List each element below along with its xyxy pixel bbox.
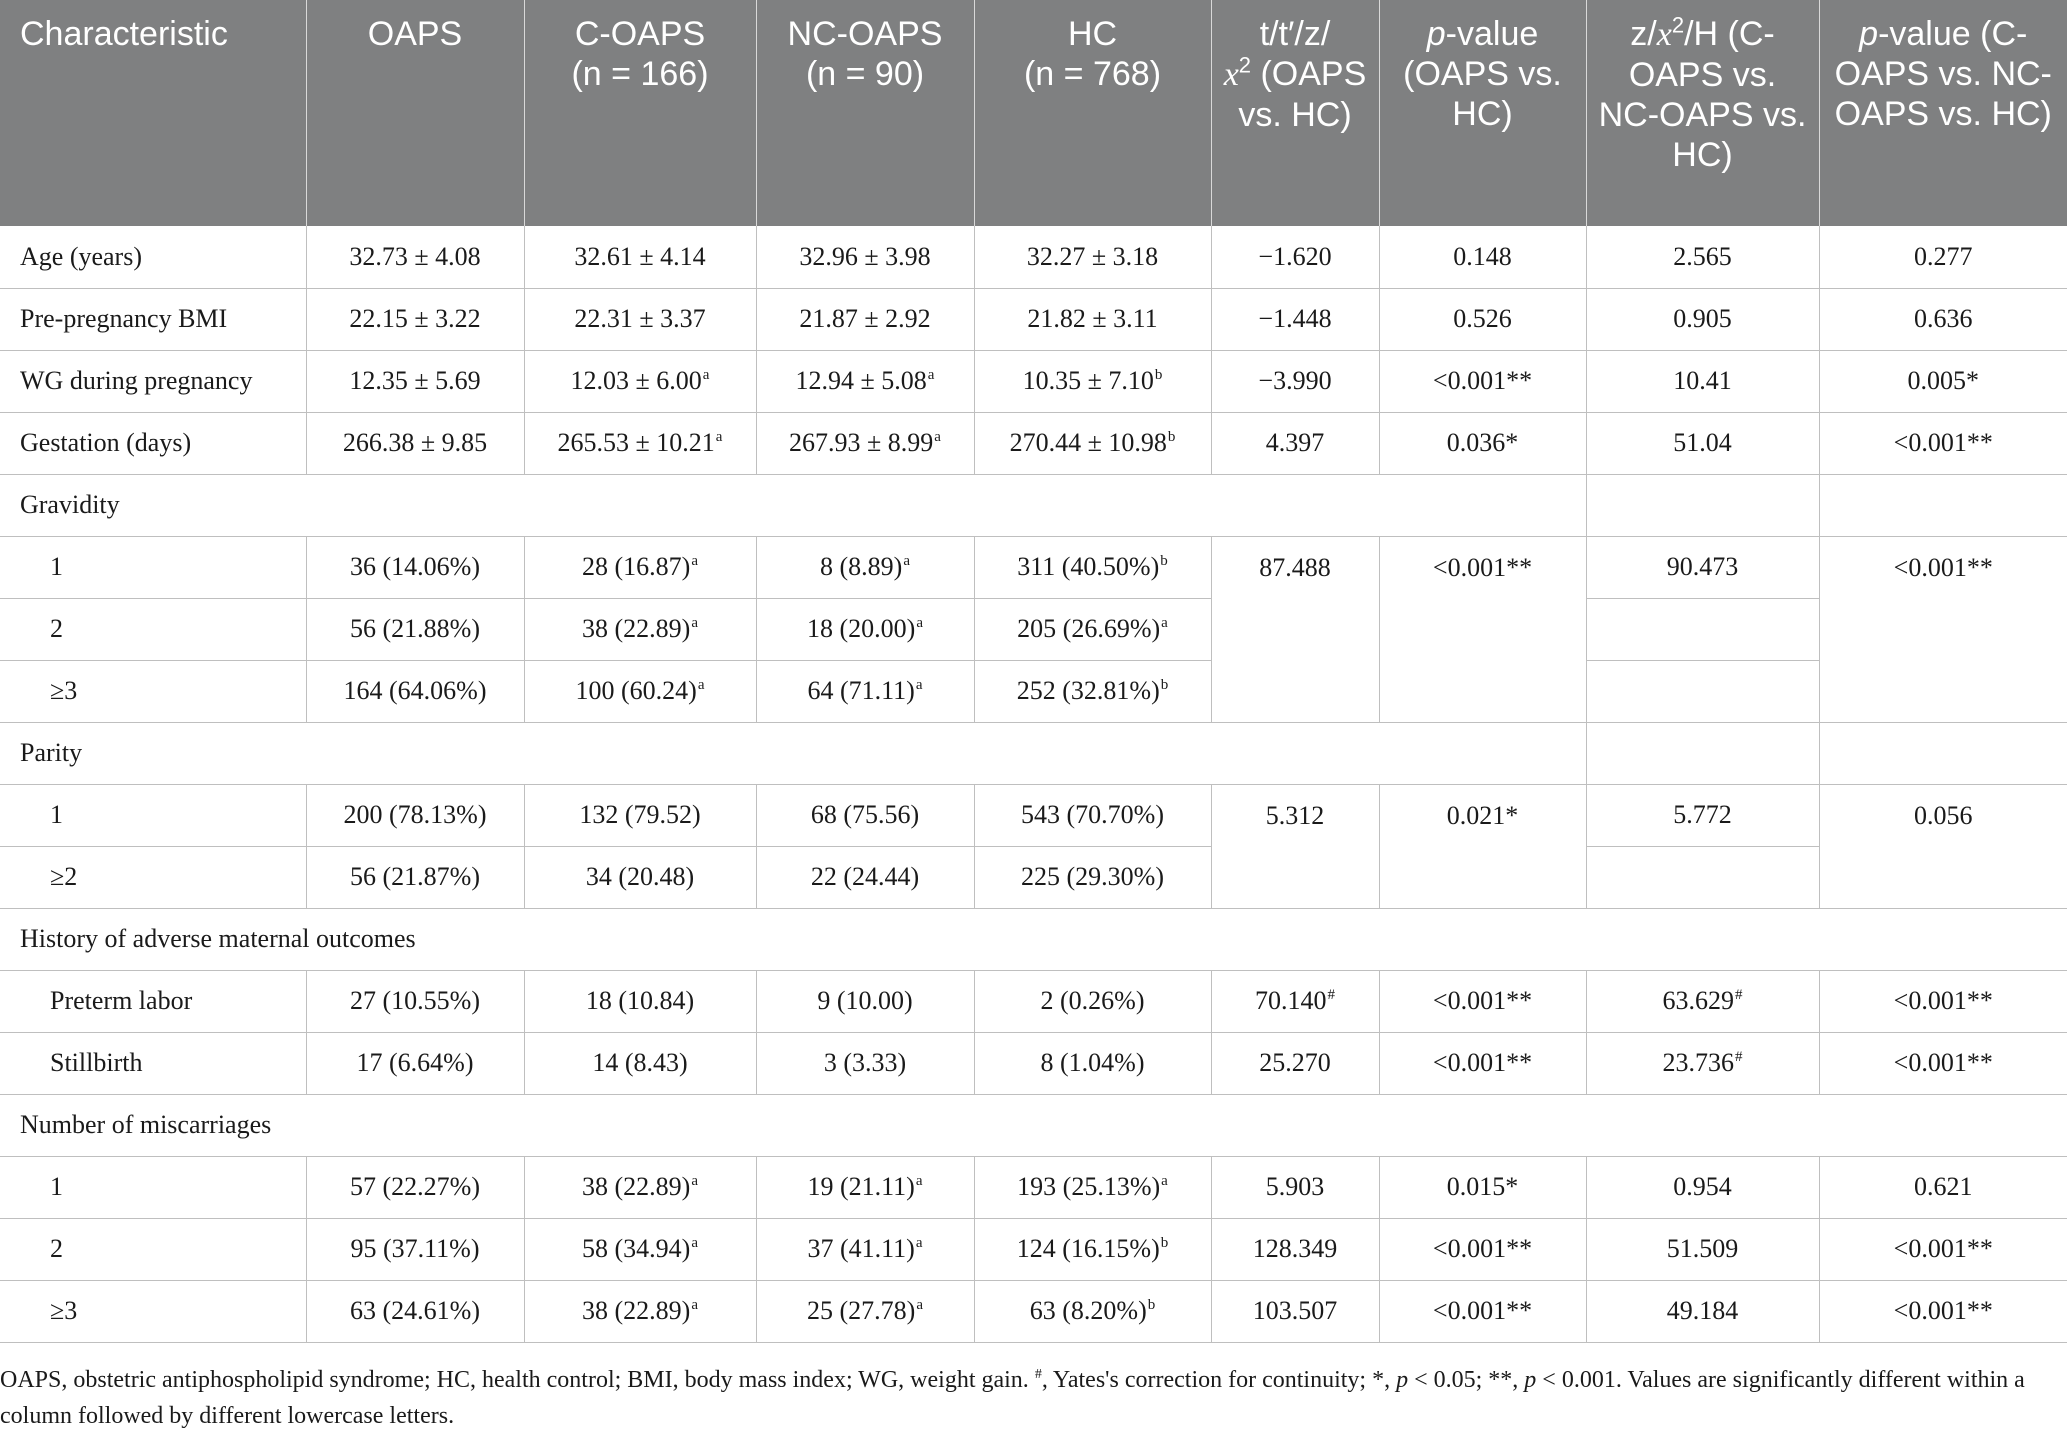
cell-stat1: 103.507 (1211, 1280, 1379, 1342)
cell-coaps: 265.53 ± 10.21$^a$ (524, 412, 756, 474)
cell-stat2: 51.04 (1586, 412, 1819, 474)
cell-p1: <0.001** (1379, 970, 1586, 1032)
cell-ncoaps: 3 (3.33) (756, 1032, 974, 1094)
table-row (0, 970, 2067, 1032)
cell-ncoaps: 64 $(71.11)^a$ (756, 660, 974, 722)
cell-oaps: 56 (21.87%) (306, 846, 524, 908)
table-row (0, 846, 2067, 908)
cell-p2: 0.056 (1819, 784, 2067, 908)
cell-stat1: −1.620 (1211, 226, 1379, 288)
superscript-letter: a (915, 677, 923, 694)
superscript-letter: a (934, 429, 941, 446)
header-characteristic: Characteristic (0, 0, 306, 226)
row-label: ≥2 (0, 846, 306, 908)
cell-oaps: 12.35 ± 5.69 (306, 350, 524, 412)
superscript-letter: a (697, 677, 705, 694)
cell-oaps: 32.73 ± 4.08 (306, 226, 524, 288)
cell-oaps: 57 (22.27%) (306, 1156, 524, 1218)
superscript-letter: a (916, 1297, 923, 1314)
cell-hc: 311 $(40.50\%)^b$ (974, 536, 1211, 598)
cell-p2: <0.001** (1819, 970, 2067, 1032)
table-row (0, 784, 2067, 846)
row-label: 2 (0, 1218, 306, 1280)
table-row (0, 598, 2067, 660)
superscript-letter: a (691, 1235, 698, 1252)
cell-stat2: 0.954 (1586, 1156, 1819, 1218)
cell-p2: 0.621 (1819, 1156, 2067, 1218)
cell-hc: 252 $(32.81\%)^b$ (974, 660, 1211, 722)
cell-stat1: 25.270 (1211, 1032, 1379, 1094)
superscript-letter: b (1160, 677, 1169, 694)
superscript-letter: b (1167, 429, 1176, 446)
table-footnote: OAPS, obstetric antiphospholipid syndrome; HC, health control; BMI, body mass index; WG, weight gain. #, Yates's correction for continuity; *, p < 0.05; **, p < 0.001. Values are significantly different within a column followed by different lowercase letters. (0, 1367, 2025, 1429)
header-ncoaps-n: (n = 90) (805, 55, 925, 93)
cell-p1: 0.021* (1379, 784, 1586, 908)
cell-stat2: 10.41 (1586, 350, 1819, 412)
cell-ncoaps: 19 $(21.11)^a$ (756, 1156, 974, 1218)
cell-coaps: 34 (20.48) (524, 846, 756, 908)
section-label: Number of miscarriages (0, 1094, 2067, 1156)
cell-ncoaps: 32.96 ± 3.98 (756, 226, 974, 288)
cell-p1: 0.015* (1379, 1156, 1586, 1218)
cell-ncoaps: 22 (24.44) (756, 846, 974, 908)
cell-coaps: 28 $(16.87)^a$ (524, 536, 756, 598)
cell-coaps: 132 (79.52) (524, 784, 756, 846)
superscript-letter: b (1147, 1297, 1156, 1314)
row-label: Preterm labor (0, 970, 306, 1032)
table-row (0, 660, 2067, 722)
cell-ncoaps: 8 $(8.89)^a$ (756, 536, 974, 598)
cell-oaps: 63 (24.61%) (306, 1280, 524, 1342)
cell-p2: <0.001** (1819, 1032, 2067, 1094)
cell-p1: <0.001** (1379, 536, 1586, 722)
row-label: Gestation (days) (0, 412, 306, 474)
cell-coaps: 14 (8.43) (524, 1032, 756, 1094)
cell-empty (1819, 474, 2067, 536)
header-hc: HC (n = 768) (974, 0, 1211, 226)
superscript-letter: b (1154, 367, 1163, 384)
cell-stat2: 63.629# (1586, 970, 1819, 1032)
row-label: 1 (0, 784, 306, 846)
cell-p1: <0.001** (1379, 1032, 1586, 1094)
cell-p1: <0.001** (1379, 1280, 1586, 1342)
superscript-hash: # (1327, 987, 1335, 1004)
superscript-letter: a (915, 1235, 923, 1252)
cell-coaps: 38 $(22.89)^a$ (524, 1280, 756, 1342)
superscript-letter: a (691, 1173, 698, 1190)
cell-hc: 270.44 ± 10.98$^b$ (974, 412, 1211, 474)
superscript-letter: a (691, 615, 698, 632)
cell-p1: <0.001** (1379, 1218, 1586, 1280)
row-label: Stillbirth (0, 1032, 306, 1094)
cell-stat1: 70.140# (1211, 970, 1379, 1032)
cell-empty (1586, 846, 1819, 908)
cell-hc: 193 $(25.13\%)^a$ (974, 1156, 1211, 1218)
superscript-hash: # (1735, 987, 1743, 1004)
header-oaps: OAPS (306, 0, 524, 226)
header-coaps-n: (n = 166) (571, 55, 709, 93)
table-row (0, 1218, 2067, 1280)
cell-oaps: 27 (10.55%) (306, 970, 524, 1032)
table-row (0, 536, 2067, 598)
cell-oaps: 164 (64.06%) (306, 660, 524, 722)
cell-empty (1586, 474, 1819, 536)
cell-empty (1586, 660, 1819, 722)
cell-p2: 0.277 (1819, 226, 2067, 288)
cell-hc: 63 $(8.20\%)^b$ (974, 1280, 1211, 1342)
cell-empty (1586, 598, 1819, 660)
cell-oaps: 266.38 ± 9.85 (306, 412, 524, 474)
header-ncoaps: NC-OAPS (n = 90) (756, 0, 974, 226)
cell-stat1: 128.349 (1211, 1218, 1379, 1280)
cell-ncoaps: 37 $(41.11)^a$ (756, 1218, 974, 1280)
cell-p1: 0.036* (1379, 412, 1586, 474)
section-label: Parity (0, 722, 1586, 784)
cell-coaps: 32.61 ± 4.14 (524, 226, 756, 288)
cell-hc: 205 $(26.69\%)^a$ (974, 598, 1211, 660)
cell-oaps: 56 (21.88%) (306, 598, 524, 660)
row-label: 2 (0, 598, 306, 660)
table-row (0, 288, 2067, 350)
cell-ncoaps: 12.94 ± 5.08$^a$ (756, 350, 974, 412)
cell-stat1: 87.488 (1211, 536, 1379, 722)
cell-stat1: −1.448 (1211, 288, 1379, 350)
table-body (0, 226, 2067, 1342)
cell-ncoaps: 9 (10.00) (756, 970, 974, 1032)
table-row (0, 226, 2067, 288)
cell-ncoaps: 21.87 ± 2.92 (756, 288, 974, 350)
cell-p2: <0.001** (1819, 536, 2067, 722)
cell-p1: <0.001** (1379, 350, 1586, 412)
cell-stat2: 0.905 (1586, 288, 1819, 350)
superscript-letter: a (691, 1297, 698, 1314)
cell-p1: 0.526 (1379, 288, 1586, 350)
superscript-letter: b (1160, 553, 1168, 570)
section-row (0, 474, 2067, 536)
header-pvalue-oaps-vs-hc: p-value (OAPS vs. HC) (1379, 0, 1586, 226)
cell-oaps: 95 (37.11%) (306, 1218, 524, 1280)
superscript-letter: a (1161, 615, 1168, 632)
row-label: ≥3 (0, 1280, 306, 1342)
table-row (0, 412, 2067, 474)
cell-coaps: 100 $(60.24)^a$ (524, 660, 756, 722)
row-label: Age (years) (0, 226, 306, 288)
superscript-letter: a (903, 553, 910, 570)
superscript-letter: a (927, 367, 935, 384)
cell-ncoaps: 25 $(27.78)^a$ (756, 1280, 974, 1342)
cell-ncoaps: 267.93 ± 8.99$^a$ (756, 412, 974, 474)
cell-coaps: 22.31 ± 3.37 (524, 288, 756, 350)
cell-hc: 21.82 ± 3.11 (974, 288, 1211, 350)
superscript-letter: b (1160, 1235, 1169, 1252)
section-label: History of adverse maternal outcomes (0, 908, 2067, 970)
cell-hc: 543 (70.70%) (974, 784, 1211, 846)
cell-stat2: 51.509 (1586, 1218, 1819, 1280)
header-stat-oaps-vs-hc: t/t′/z/ $x^2$ (OAPS vs. HC) (1211, 0, 1379, 226)
superscript-letter: a (916, 615, 923, 632)
cell-stat1: 5.903 (1211, 1156, 1379, 1218)
cell-p2: <0.001** (1819, 1218, 2067, 1280)
header-coaps: C-OAPS (n = 166) (524, 0, 756, 226)
cell-p2: <0.001** (1819, 412, 2067, 474)
superscript-letter: a (1161, 1173, 1168, 1190)
cell-oaps: 200 (78.13%) (306, 784, 524, 846)
section-row (0, 722, 2067, 784)
header-hc-n: (n = 768) (1023, 55, 1162, 93)
cell-p2: 0.005* (1819, 350, 2067, 412)
cell-p2: 0.636 (1819, 288, 2067, 350)
cell-p1: 0.148 (1379, 226, 1586, 288)
superscript-letter: a (691, 553, 698, 570)
cell-coaps: 38 $(22.89)^a$ (524, 1156, 756, 1218)
table-row (0, 1156, 2067, 1218)
row-label: 1 (0, 1156, 306, 1218)
cell-oaps: 17 (6.64%) (306, 1032, 524, 1094)
row-label: Pre-pregnancy BMI (0, 288, 306, 350)
cell-hc: 2 (0.26%) (974, 970, 1211, 1032)
cell-hc: 10.35 ± 7.10$^b$ (974, 350, 1211, 412)
cell-stat2: 90.473 (1586, 536, 1819, 598)
cell-coaps: 12.03 ± 6.00$^a$ (524, 350, 756, 412)
cell-stat2: 49.184 (1586, 1280, 1819, 1342)
cell-hc: 32.27 ± 3.18 (974, 226, 1211, 288)
cell-stat1: −3.990 (1211, 350, 1379, 412)
header-pvalue-three-groups: p-value (C-OAPS vs. NC-OAPS vs. HC) (1819, 0, 2067, 226)
cell-empty (1819, 722, 2067, 784)
table-row (0, 1280, 2067, 1342)
table-row (0, 1032, 2067, 1094)
cell-ncoaps: 68 (75.56) (756, 784, 974, 846)
cell-ncoaps: 18 $(20.00)^a$ (756, 598, 974, 660)
section-row (0, 908, 2067, 970)
table-header (0, 0, 2067, 226)
cell-p2: <0.001** (1819, 1280, 2067, 1342)
superscript-letter: a (915, 1173, 923, 1190)
superscript-letter: a (702, 367, 710, 384)
row-label: 1 (0, 536, 306, 598)
cell-hc: 225 (29.30%) (974, 846, 1211, 908)
section-row (0, 1094, 2067, 1156)
cell-stat1: 4.397 (1211, 412, 1379, 474)
cell-oaps: 36 (14.06%) (306, 536, 524, 598)
cell-coaps: 58 $(34.94)^a$ (524, 1218, 756, 1280)
cell-coaps: 18 (10.84) (524, 970, 756, 1032)
cell-hc: 124 $(16.15\%)^b$ (974, 1218, 1211, 1280)
cell-empty (1586, 722, 1819, 784)
cell-oaps: 22.15 ± 3.22 (306, 288, 524, 350)
cell-coaps: 38 $(22.89)^a$ (524, 598, 756, 660)
section-label: Gravidity (0, 474, 1586, 536)
cell-stat2: 5.772 (1586, 784, 1819, 846)
cell-stat2: 23.736# (1586, 1032, 1819, 1094)
cell-stat2: 2.565 (1586, 226, 1819, 288)
superscript-hash: # (1735, 1049, 1743, 1066)
superscript-letter: a (715, 429, 723, 446)
table-row (0, 350, 2067, 412)
cell-stat1: 5.312 (1211, 784, 1379, 908)
row-label: ≥3 (0, 660, 306, 722)
row-label: WG during pregnancy (0, 350, 306, 412)
cell-hc: 8 (1.04%) (974, 1032, 1211, 1094)
header-stat-three-groups: $z/x^2/H$ (C-OAPS vs. NC-OAPS vs. HC) (1586, 0, 1819, 226)
